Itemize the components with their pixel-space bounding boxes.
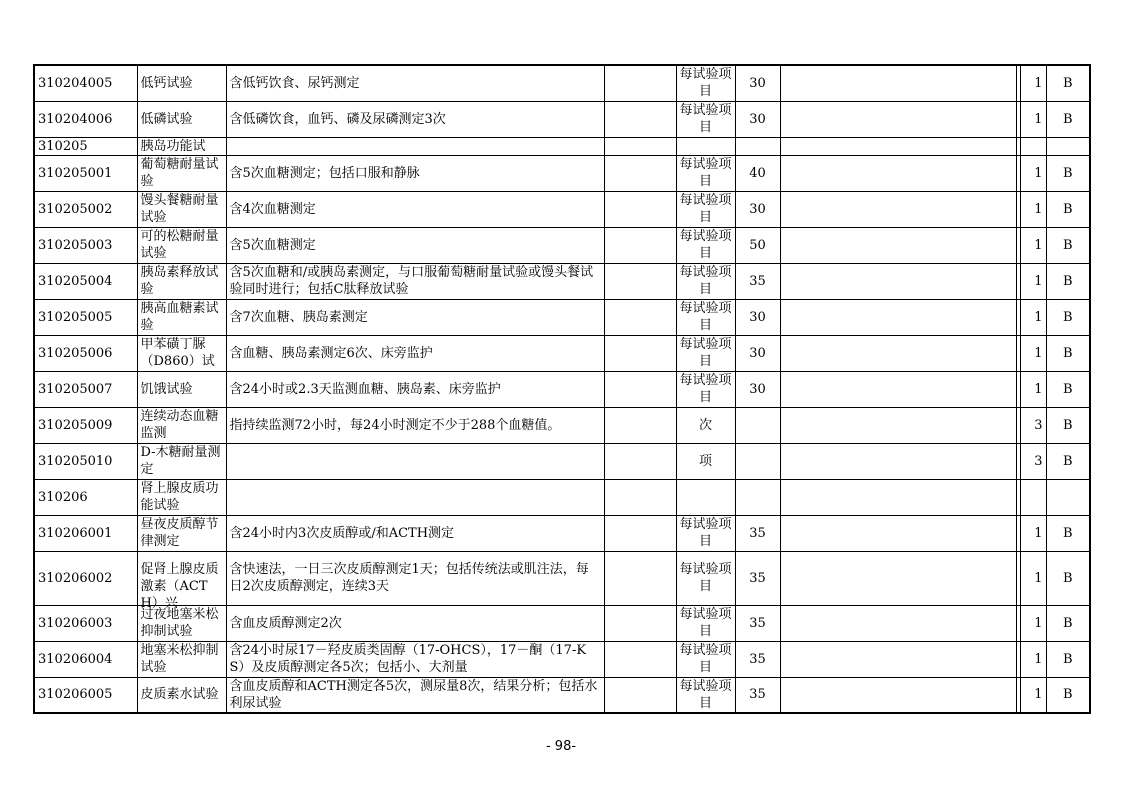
item-unit-text: 每试验项目 bbox=[679, 373, 732, 405]
table-row bbox=[34, 101, 1090, 137]
item-grade-cell bbox=[1046, 371, 1090, 407]
item-grade-text: B bbox=[1062, 615, 1073, 631]
item-unit-cell bbox=[676, 371, 735, 407]
item-level-text: 1 bbox=[1034, 615, 1043, 631]
item-unit-text: 每试验项目 bbox=[679, 517, 732, 549]
item-unit-text: 次 bbox=[698, 417, 712, 433]
item-name-cell bbox=[137, 335, 226, 371]
item-code-cell bbox=[34, 641, 137, 677]
item-price-text: 35 bbox=[749, 525, 766, 541]
item-unit-text: 每试验项目 bbox=[679, 607, 732, 639]
item-level-cell bbox=[1020, 335, 1046, 371]
item-code-text: 310205004 bbox=[38, 273, 113, 289]
item-level-cell bbox=[1020, 641, 1046, 677]
item-exclude-cell bbox=[604, 101, 676, 137]
item-price-cell bbox=[735, 65, 780, 101]
item-unit-text: 每试验项目 bbox=[679, 265, 732, 297]
item-grade-text: B bbox=[1062, 525, 1073, 541]
item-code-text: 310205010 bbox=[38, 453, 113, 469]
item-level-cell bbox=[1020, 371, 1046, 407]
item-code-cell bbox=[34, 479, 137, 515]
item-name-cell bbox=[137, 65, 226, 101]
item-price-text: 30 bbox=[749, 345, 766, 361]
item-name-text: 促肾上腺皮质激素（ACTH）兴 bbox=[140, 562, 219, 611]
item-grade-text: B bbox=[1062, 453, 1073, 469]
item-exclude-cell bbox=[604, 191, 676, 227]
item-level-text: 1 bbox=[1034, 273, 1043, 289]
item-grade-cell bbox=[1046, 515, 1090, 551]
item-exclude-cell bbox=[604, 515, 676, 551]
item-price-text: 30 bbox=[749, 201, 766, 217]
item-exclude-cell bbox=[604, 641, 676, 677]
item-content-text: 含5次血糖测定；包括口服和静脉 bbox=[229, 165, 420, 181]
item-unit-cell bbox=[676, 191, 735, 227]
item-note-cell bbox=[780, 407, 1016, 443]
item-grade-text: B bbox=[1062, 309, 1073, 325]
item-note-cell bbox=[780, 551, 1016, 605]
item-name-cell bbox=[137, 155, 226, 191]
item-unit-text: 每试验项目 bbox=[679, 562, 732, 594]
item-name-text: 过夜地塞米松抑制试验 bbox=[140, 607, 219, 639]
item-price-text: 35 bbox=[749, 570, 766, 586]
item-grade-text: B bbox=[1062, 651, 1073, 667]
item-unit-cell bbox=[676, 299, 735, 335]
item-code-text: 310206003 bbox=[38, 615, 113, 631]
item-level-text: 1 bbox=[1034, 345, 1043, 361]
item-unit-cell bbox=[676, 407, 735, 443]
item-content-cell bbox=[226, 605, 604, 641]
item-unit-text: 每试验项目 bbox=[679, 337, 732, 369]
item-note-cell bbox=[780, 335, 1016, 371]
item-note-cell bbox=[780, 137, 1016, 155]
item-content-cell bbox=[226, 299, 604, 335]
item-grade-text: B bbox=[1062, 237, 1073, 253]
item-code-text: 310206005 bbox=[38, 687, 113, 703]
item-price-cell bbox=[735, 605, 780, 641]
table-row bbox=[34, 677, 1090, 713]
item-level-text: 3 bbox=[1034, 417, 1043, 433]
item-content-cell bbox=[226, 677, 604, 713]
item-level-text: 3 bbox=[1034, 453, 1043, 469]
table-row bbox=[34, 263, 1090, 299]
item-grade-cell bbox=[1046, 65, 1090, 101]
table-row bbox=[34, 299, 1090, 335]
item-unit-text: 每试验项目 bbox=[679, 193, 732, 225]
item-note-cell bbox=[780, 443, 1016, 479]
item-content-cell bbox=[226, 551, 604, 605]
item-note-cell bbox=[780, 191, 1016, 227]
item-content-cell bbox=[226, 371, 604, 407]
item-code-cell bbox=[34, 101, 137, 137]
item-price-text: 35 bbox=[749, 687, 766, 703]
item-price-cell bbox=[735, 515, 780, 551]
item-level-cell bbox=[1020, 677, 1046, 713]
item-price-cell bbox=[735, 677, 780, 713]
item-name-cell bbox=[137, 515, 226, 551]
item-name-cell bbox=[137, 551, 226, 611]
item-grade-cell bbox=[1046, 263, 1090, 299]
item-grade-cell bbox=[1046, 479, 1090, 515]
item-grade-cell bbox=[1046, 101, 1090, 137]
item-grade-text: B bbox=[1062, 687, 1073, 703]
item-note-cell bbox=[780, 605, 1016, 641]
table-row bbox=[34, 371, 1090, 407]
item-unit-cell bbox=[676, 101, 735, 137]
item-content-cell bbox=[226, 443, 604, 479]
item-content-text: 含24小时内3次皮质醇或/和ACTH测定 bbox=[229, 525, 455, 541]
item-code-text: 310205002 bbox=[38, 201, 113, 217]
item-code-text: 310206002 bbox=[38, 570, 113, 586]
item-grade-cell bbox=[1046, 155, 1090, 191]
item-code-text: 310205 bbox=[38, 138, 88, 154]
item-name-cell bbox=[137, 299, 226, 335]
table-row bbox=[34, 515, 1090, 551]
item-level-text: 1 bbox=[1034, 237, 1043, 253]
item-note-cell bbox=[780, 479, 1016, 515]
item-code-text: 310205007 bbox=[38, 381, 113, 397]
item-unit-cell bbox=[676, 137, 735, 155]
item-grade-text: B bbox=[1062, 165, 1073, 181]
item-unit-cell bbox=[676, 443, 735, 479]
item-content-text: 含5次血糖和/或胰岛素测定，与口服葡萄糖耐量试验或馒头餐试验同时进行；包括C肽释放试验 bbox=[229, 265, 594, 297]
item-level-cell bbox=[1020, 551, 1046, 605]
item-level-cell bbox=[1020, 137, 1046, 155]
item-grade-cell bbox=[1046, 605, 1090, 641]
item-note-cell bbox=[780, 155, 1016, 191]
item-grade-cell bbox=[1046, 407, 1090, 443]
item-exclude-cell bbox=[604, 137, 676, 155]
item-unit-cell bbox=[676, 605, 735, 641]
item-name-cell bbox=[137, 407, 226, 443]
table-row bbox=[34, 227, 1090, 263]
table-row bbox=[34, 605, 1090, 641]
item-unit-cell bbox=[676, 155, 735, 191]
item-price-cell bbox=[735, 371, 780, 407]
item-name-cell bbox=[137, 101, 226, 137]
item-code-text: 310206004 bbox=[38, 651, 113, 667]
item-price-text: 30 bbox=[749, 75, 766, 91]
item-name-cell bbox=[137, 137, 226, 155]
item-content-cell bbox=[226, 515, 604, 551]
item-exclude-cell bbox=[604, 155, 676, 191]
item-name-text: 甲苯磺丁脲（D860）试 bbox=[140, 337, 215, 369]
item-grade-cell bbox=[1046, 551, 1090, 605]
item-price-text: 35 bbox=[749, 615, 766, 631]
table-row bbox=[34, 443, 1090, 479]
item-content-cell bbox=[226, 479, 604, 515]
item-level-text: 1 bbox=[1034, 309, 1043, 325]
item-level-text: 1 bbox=[1034, 651, 1043, 667]
item-level-cell bbox=[1020, 515, 1046, 551]
item-note-cell bbox=[780, 677, 1016, 713]
item-content-cell bbox=[226, 641, 604, 677]
item-content-cell bbox=[226, 137, 604, 155]
item-price-cell bbox=[735, 479, 780, 515]
item-price-cell bbox=[735, 227, 780, 263]
item-price-text: 35 bbox=[749, 273, 766, 289]
item-name-text: 饥饿试验 bbox=[140, 381, 193, 397]
item-unit-cell bbox=[676, 335, 735, 371]
item-note-cell bbox=[780, 227, 1016, 263]
item-content-text: 含血皮质醇测定2次 bbox=[229, 615, 342, 631]
item-name-cell bbox=[137, 191, 226, 227]
item-level-cell bbox=[1020, 479, 1046, 515]
item-level-cell bbox=[1020, 605, 1046, 641]
item-name-text: 昼夜皮质醇节律测定 bbox=[140, 517, 219, 549]
item-price-cell bbox=[735, 101, 780, 137]
item-content-cell bbox=[226, 155, 604, 191]
table-row bbox=[34, 335, 1090, 371]
item-grade-cell bbox=[1046, 443, 1090, 479]
item-grade-text: B bbox=[1062, 417, 1073, 433]
item-unit-text: 每试验项目 bbox=[679, 103, 732, 135]
item-level-text: 1 bbox=[1034, 525, 1043, 541]
item-note-cell bbox=[780, 641, 1016, 677]
item-content-text: 含低钙饮食、尿钙测定 bbox=[229, 75, 360, 91]
item-name-cell bbox=[137, 263, 226, 299]
item-price-cell bbox=[735, 191, 780, 227]
item-content-text: 含7次血糖、胰岛素测定 bbox=[229, 309, 368, 325]
item-content-text: 含24小时尿17－羟皮质类固醇（17-OHCS），17－酮（17-KS）及皮质醇测定各5次；包括小、大剂量 bbox=[229, 643, 587, 675]
item-content-cell bbox=[226, 335, 604, 371]
item-price-text: 35 bbox=[749, 651, 766, 667]
item-price-cell bbox=[735, 299, 780, 335]
item-level-text: 1 bbox=[1034, 687, 1043, 703]
item-unit-cell bbox=[676, 227, 735, 263]
item-name-text: 胰岛功能试 bbox=[140, 138, 206, 154]
item-content-text: 指持续监测72小时，每24小时测定不少于288个血糖值。 bbox=[229, 417, 561, 433]
item-price-text: 30 bbox=[749, 309, 766, 325]
item-unit-cell bbox=[676, 551, 735, 605]
item-name-text: 葡萄糖耐量试验 bbox=[140, 157, 219, 189]
item-code-text: 310204006 bbox=[38, 111, 113, 127]
item-exclude-cell bbox=[604, 443, 676, 479]
item-price-text: 30 bbox=[749, 381, 766, 397]
item-unit-text: 每试验项目 bbox=[679, 301, 732, 333]
item-unit-cell bbox=[676, 641, 735, 677]
fee-schedule-table bbox=[33, 64, 1091, 714]
item-note-cell bbox=[780, 101, 1016, 137]
item-code-cell bbox=[34, 335, 137, 371]
item-exclude-cell bbox=[604, 335, 676, 371]
item-grade-cell bbox=[1046, 677, 1090, 713]
item-code-cell bbox=[34, 677, 137, 713]
item-level-cell bbox=[1020, 407, 1046, 443]
item-price-text: 40 bbox=[749, 165, 766, 181]
item-grade-cell bbox=[1046, 641, 1090, 677]
item-grade-text: B bbox=[1062, 273, 1073, 289]
item-grade-cell bbox=[1046, 299, 1090, 335]
item-unit-text: 每试验项目 bbox=[679, 157, 732, 189]
item-price-text: 30 bbox=[749, 111, 766, 127]
table-row bbox=[34, 155, 1090, 191]
item-exclude-cell bbox=[604, 551, 676, 605]
item-name-text: 胰高血糖素试验 bbox=[140, 301, 219, 333]
item-level-cell bbox=[1020, 191, 1046, 227]
item-exclude-cell bbox=[604, 227, 676, 263]
item-content-cell bbox=[226, 101, 604, 137]
item-content-text: 含低磷饮食，血钙、磷及尿磷测定3次 bbox=[229, 111, 446, 127]
item-grade-text: B bbox=[1062, 570, 1073, 586]
item-name-text: 可的松糖耐量试验 bbox=[140, 229, 219, 261]
item-level-cell bbox=[1020, 263, 1046, 299]
item-level-cell bbox=[1020, 227, 1046, 263]
item-name-cell bbox=[137, 443, 226, 479]
item-name-cell bbox=[137, 479, 226, 515]
item-price-cell bbox=[735, 443, 780, 479]
item-code-cell bbox=[34, 263, 137, 299]
item-content-text: 含快速法，一日三次皮质醇测定1天；包括传统法或肌注法，每日2次皮质醇测定，连续3天 bbox=[229, 562, 589, 594]
item-code-text: 310206 bbox=[38, 489, 88, 505]
item-content-cell bbox=[226, 263, 604, 299]
item-name-text: D-木糖耐量测定 bbox=[140, 445, 221, 477]
item-content-text: 含24小时或2.3天监测血糖、胰岛素、床旁监护 bbox=[229, 381, 501, 397]
item-exclude-cell bbox=[604, 263, 676, 299]
item-grade-cell bbox=[1046, 227, 1090, 263]
item-price-cell bbox=[735, 641, 780, 677]
item-price-text: 50 bbox=[749, 237, 766, 253]
item-code-text: 310204005 bbox=[38, 75, 113, 91]
item-grade-cell bbox=[1046, 191, 1090, 227]
item-price-cell bbox=[735, 551, 780, 605]
item-code-cell bbox=[34, 191, 137, 227]
item-unit-text: 每试验项目 bbox=[679, 678, 732, 711]
item-level-cell bbox=[1020, 299, 1046, 335]
item-code-cell bbox=[34, 515, 137, 551]
item-name-text: 低钙试验 bbox=[140, 75, 193, 91]
item-level-text: 1 bbox=[1034, 111, 1043, 127]
item-unit-text: 每试验项目 bbox=[679, 229, 732, 261]
item-content-cell bbox=[226, 407, 604, 443]
item-price-cell bbox=[735, 407, 780, 443]
item-unit-cell bbox=[676, 263, 735, 299]
item-level-cell bbox=[1020, 155, 1046, 191]
item-exclude-cell bbox=[604, 65, 676, 101]
item-code-text: 310205003 bbox=[38, 237, 113, 253]
item-exclude-cell bbox=[604, 605, 676, 641]
item-note-cell bbox=[780, 65, 1016, 101]
item-unit-cell bbox=[676, 65, 735, 101]
page-number: - 98- bbox=[545, 739, 577, 754]
item-grade-text: B bbox=[1062, 111, 1073, 127]
item-name-cell bbox=[137, 641, 226, 677]
table-row bbox=[34, 65, 1090, 101]
item-unit-cell bbox=[676, 515, 735, 551]
item-price-cell bbox=[735, 155, 780, 191]
item-name-text: 地塞米松抑制试验 bbox=[140, 643, 219, 675]
item-code-text: 310205001 bbox=[38, 165, 113, 181]
item-name-text: 胰岛素释放试验 bbox=[140, 265, 219, 297]
item-code-cell bbox=[34, 155, 137, 191]
item-content-cell bbox=[226, 227, 604, 263]
item-code-cell bbox=[34, 605, 137, 641]
item-code-text: 310206001 bbox=[38, 525, 113, 541]
item-content-text: 含4次血糖测定 bbox=[229, 201, 316, 217]
item-unit-text: 每试验项目 bbox=[679, 67, 732, 100]
item-code-cell bbox=[34, 227, 137, 263]
item-level-text: 1 bbox=[1034, 201, 1043, 217]
item-code-cell bbox=[34, 407, 137, 443]
item-level-cell bbox=[1020, 101, 1046, 137]
item-code-cell bbox=[34, 371, 137, 407]
item-exclude-cell bbox=[604, 299, 676, 335]
item-grade-cell bbox=[1046, 137, 1090, 155]
item-exclude-cell bbox=[604, 677, 676, 713]
table-row bbox=[34, 191, 1090, 227]
item-level-cell bbox=[1020, 65, 1046, 101]
item-name-cell bbox=[137, 227, 226, 263]
item-code-text: 310205005 bbox=[38, 309, 113, 325]
item-code-cell bbox=[34, 137, 137, 155]
item-code-cell bbox=[34, 65, 137, 101]
item-name-text: 连续动态血糖监测 bbox=[140, 409, 219, 441]
table-row bbox=[34, 479, 1090, 515]
item-content-text: 含血糖、胰岛素测定6次、床旁监护 bbox=[229, 345, 433, 361]
item-code-text: 310205009 bbox=[38, 417, 113, 433]
item-grade-cell bbox=[1046, 335, 1090, 371]
item-name-text: 低磷试验 bbox=[140, 111, 193, 127]
item-name-cell bbox=[137, 677, 226, 713]
item-name-cell bbox=[137, 605, 226, 641]
item-unit-cell bbox=[676, 677, 735, 713]
item-unit-text: 项 bbox=[698, 453, 712, 469]
item-exclude-cell bbox=[604, 407, 676, 443]
item-level-text: 1 bbox=[1034, 381, 1043, 397]
item-content-text: 含血皮质醇和ACTH测定各5次，测尿量8次，结果分析；包括水利尿试验 bbox=[229, 678, 598, 711]
item-grade-text: B bbox=[1062, 345, 1073, 361]
item-unit-cell bbox=[676, 479, 735, 515]
item-level-text: 1 bbox=[1034, 165, 1043, 181]
table-row bbox=[34, 551, 1090, 605]
item-note-cell bbox=[780, 263, 1016, 299]
table-body bbox=[34, 65, 1090, 713]
item-name-cell bbox=[137, 371, 226, 407]
item-unit-text: 每试验项目 bbox=[679, 643, 732, 675]
item-content-text: 含5次血糖测定 bbox=[229, 237, 316, 253]
item-name-text: 皮质素水试验 bbox=[140, 687, 219, 703]
item-level-cell bbox=[1020, 443, 1046, 479]
item-level-text: 1 bbox=[1034, 75, 1043, 91]
item-note-cell bbox=[780, 299, 1016, 335]
table-row bbox=[34, 641, 1090, 677]
item-code-cell bbox=[34, 551, 137, 605]
item-note-cell bbox=[780, 515, 1016, 551]
item-content-cell bbox=[226, 65, 604, 101]
table-row bbox=[34, 137, 1090, 155]
table-row bbox=[34, 407, 1090, 443]
item-price-cell bbox=[735, 335, 780, 371]
item-price-cell bbox=[735, 263, 780, 299]
item-exclude-cell bbox=[604, 479, 676, 515]
item-code-text: 310205006 bbox=[38, 345, 113, 361]
item-content-cell bbox=[226, 191, 604, 227]
item-grade-text: B bbox=[1062, 75, 1073, 91]
item-exclude-cell bbox=[604, 371, 676, 407]
item-price-cell bbox=[735, 137, 780, 155]
item-code-cell bbox=[34, 443, 137, 479]
item-grade-text: B bbox=[1062, 381, 1073, 397]
item-level-text: 1 bbox=[1034, 570, 1043, 586]
item-grade-text: B bbox=[1062, 201, 1073, 217]
item-name-text: 肾上腺皮质功能试验 bbox=[140, 481, 219, 513]
item-note-cell bbox=[780, 371, 1016, 407]
item-code-cell bbox=[34, 299, 137, 335]
item-name-text: 馒头餐糖耐量试验 bbox=[140, 193, 219, 225]
